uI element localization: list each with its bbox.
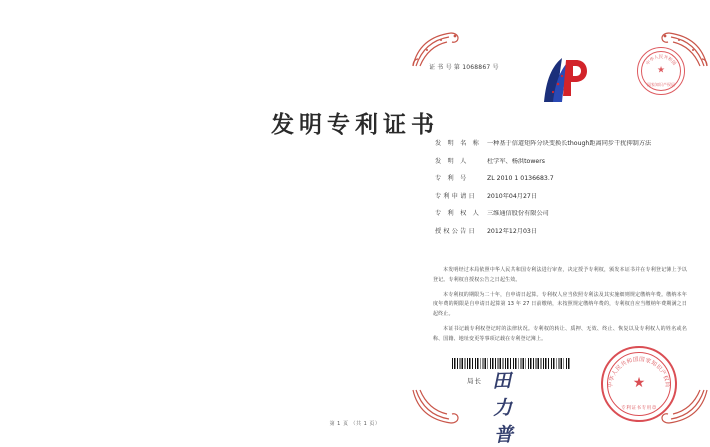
certificate-serial-number: 证 书 号 第 1068867 号	[429, 64, 499, 71]
signature-label: 局长	[467, 377, 482, 385]
body-paragraph: 本证书记载专利权登记时的法律状况。专利权的转让、质押、无效、终止、恢复以及专利权人的姓名或名称、国籍、地址变更等事项记载在专利登记簿上。	[433, 325, 687, 342]
field-value: 2012年12月03日	[487, 227, 538, 235]
seal-bottom-text: 专利证书专用章	[621, 406, 657, 411]
field-row	[435, 158, 685, 166]
field-value: 三维通信股份有限公司	[487, 210, 549, 218]
field-label: 发 明 人	[435, 157, 469, 165]
field-label: 专 利 号	[435, 175, 469, 183]
body-paragraph: 本专利权的期限为二十年，自申请日起算。专利权人应当依照专利法及其实施细则规定缴纳年费。缴纳本年度年费的期限是自申请日起算第 13 年 27 日前缴纳，未按照规定缴纳年费的，专利权自应当缴纳年费期满之日起终止。	[433, 291, 687, 317]
top-seal-bottom-text: 国家知识产权局	[647, 82, 675, 87]
page-title: 发明专利证书	[271, 112, 439, 138]
field-label: 专 利 权 人	[435, 210, 482, 218]
field-value: ZL 2010 1 0136683.7	[487, 175, 554, 183]
body-text	[433, 266, 687, 349]
top-right-seal	[637, 47, 685, 95]
field-list	[435, 140, 685, 245]
seal-star-icon: ★	[632, 374, 646, 391]
field-row	[435, 228, 685, 236]
field-label: 专利申请日	[435, 192, 477, 200]
field-value: 杜学军、杨洪towers	[487, 157, 545, 165]
field-value: 2010年04月27日	[487, 192, 538, 200]
svg-text:中华人民共和国: 中华人民共和国	[645, 55, 677, 67]
field-value: 一种基于信道矩阵分块变换长though距离同步干扰抑制方法	[487, 140, 652, 147]
patent-emblem-icon	[536, 54, 590, 106]
signature-name: 田力普	[491, 369, 515, 447]
field-row	[435, 210, 685, 218]
page-footer: 第 1 页 （共 1 页）	[329, 421, 381, 427]
certificate-sheet	[205, 14, 687, 447]
field-row	[435, 193, 685, 201]
field-label: 发 明 名 称	[435, 140, 482, 147]
svg-text:中华人民共和国国家知识产权局: 中华人民共和国国家知识产权局	[607, 356, 671, 389]
field-row	[435, 140, 685, 148]
official-seal	[601, 346, 677, 422]
body-paragraph: 本发明经过本局依照中华人民共和国专利法进行审查，决定授予专利权，颁发本证书并在专利登记簿上予以登记。专利权自授权公告之日起生效。	[433, 267, 687, 283]
seal-star-icon: ★	[656, 65, 666, 76]
field-row	[435, 175, 685, 183]
field-label: 授权公告日	[435, 227, 477, 235]
